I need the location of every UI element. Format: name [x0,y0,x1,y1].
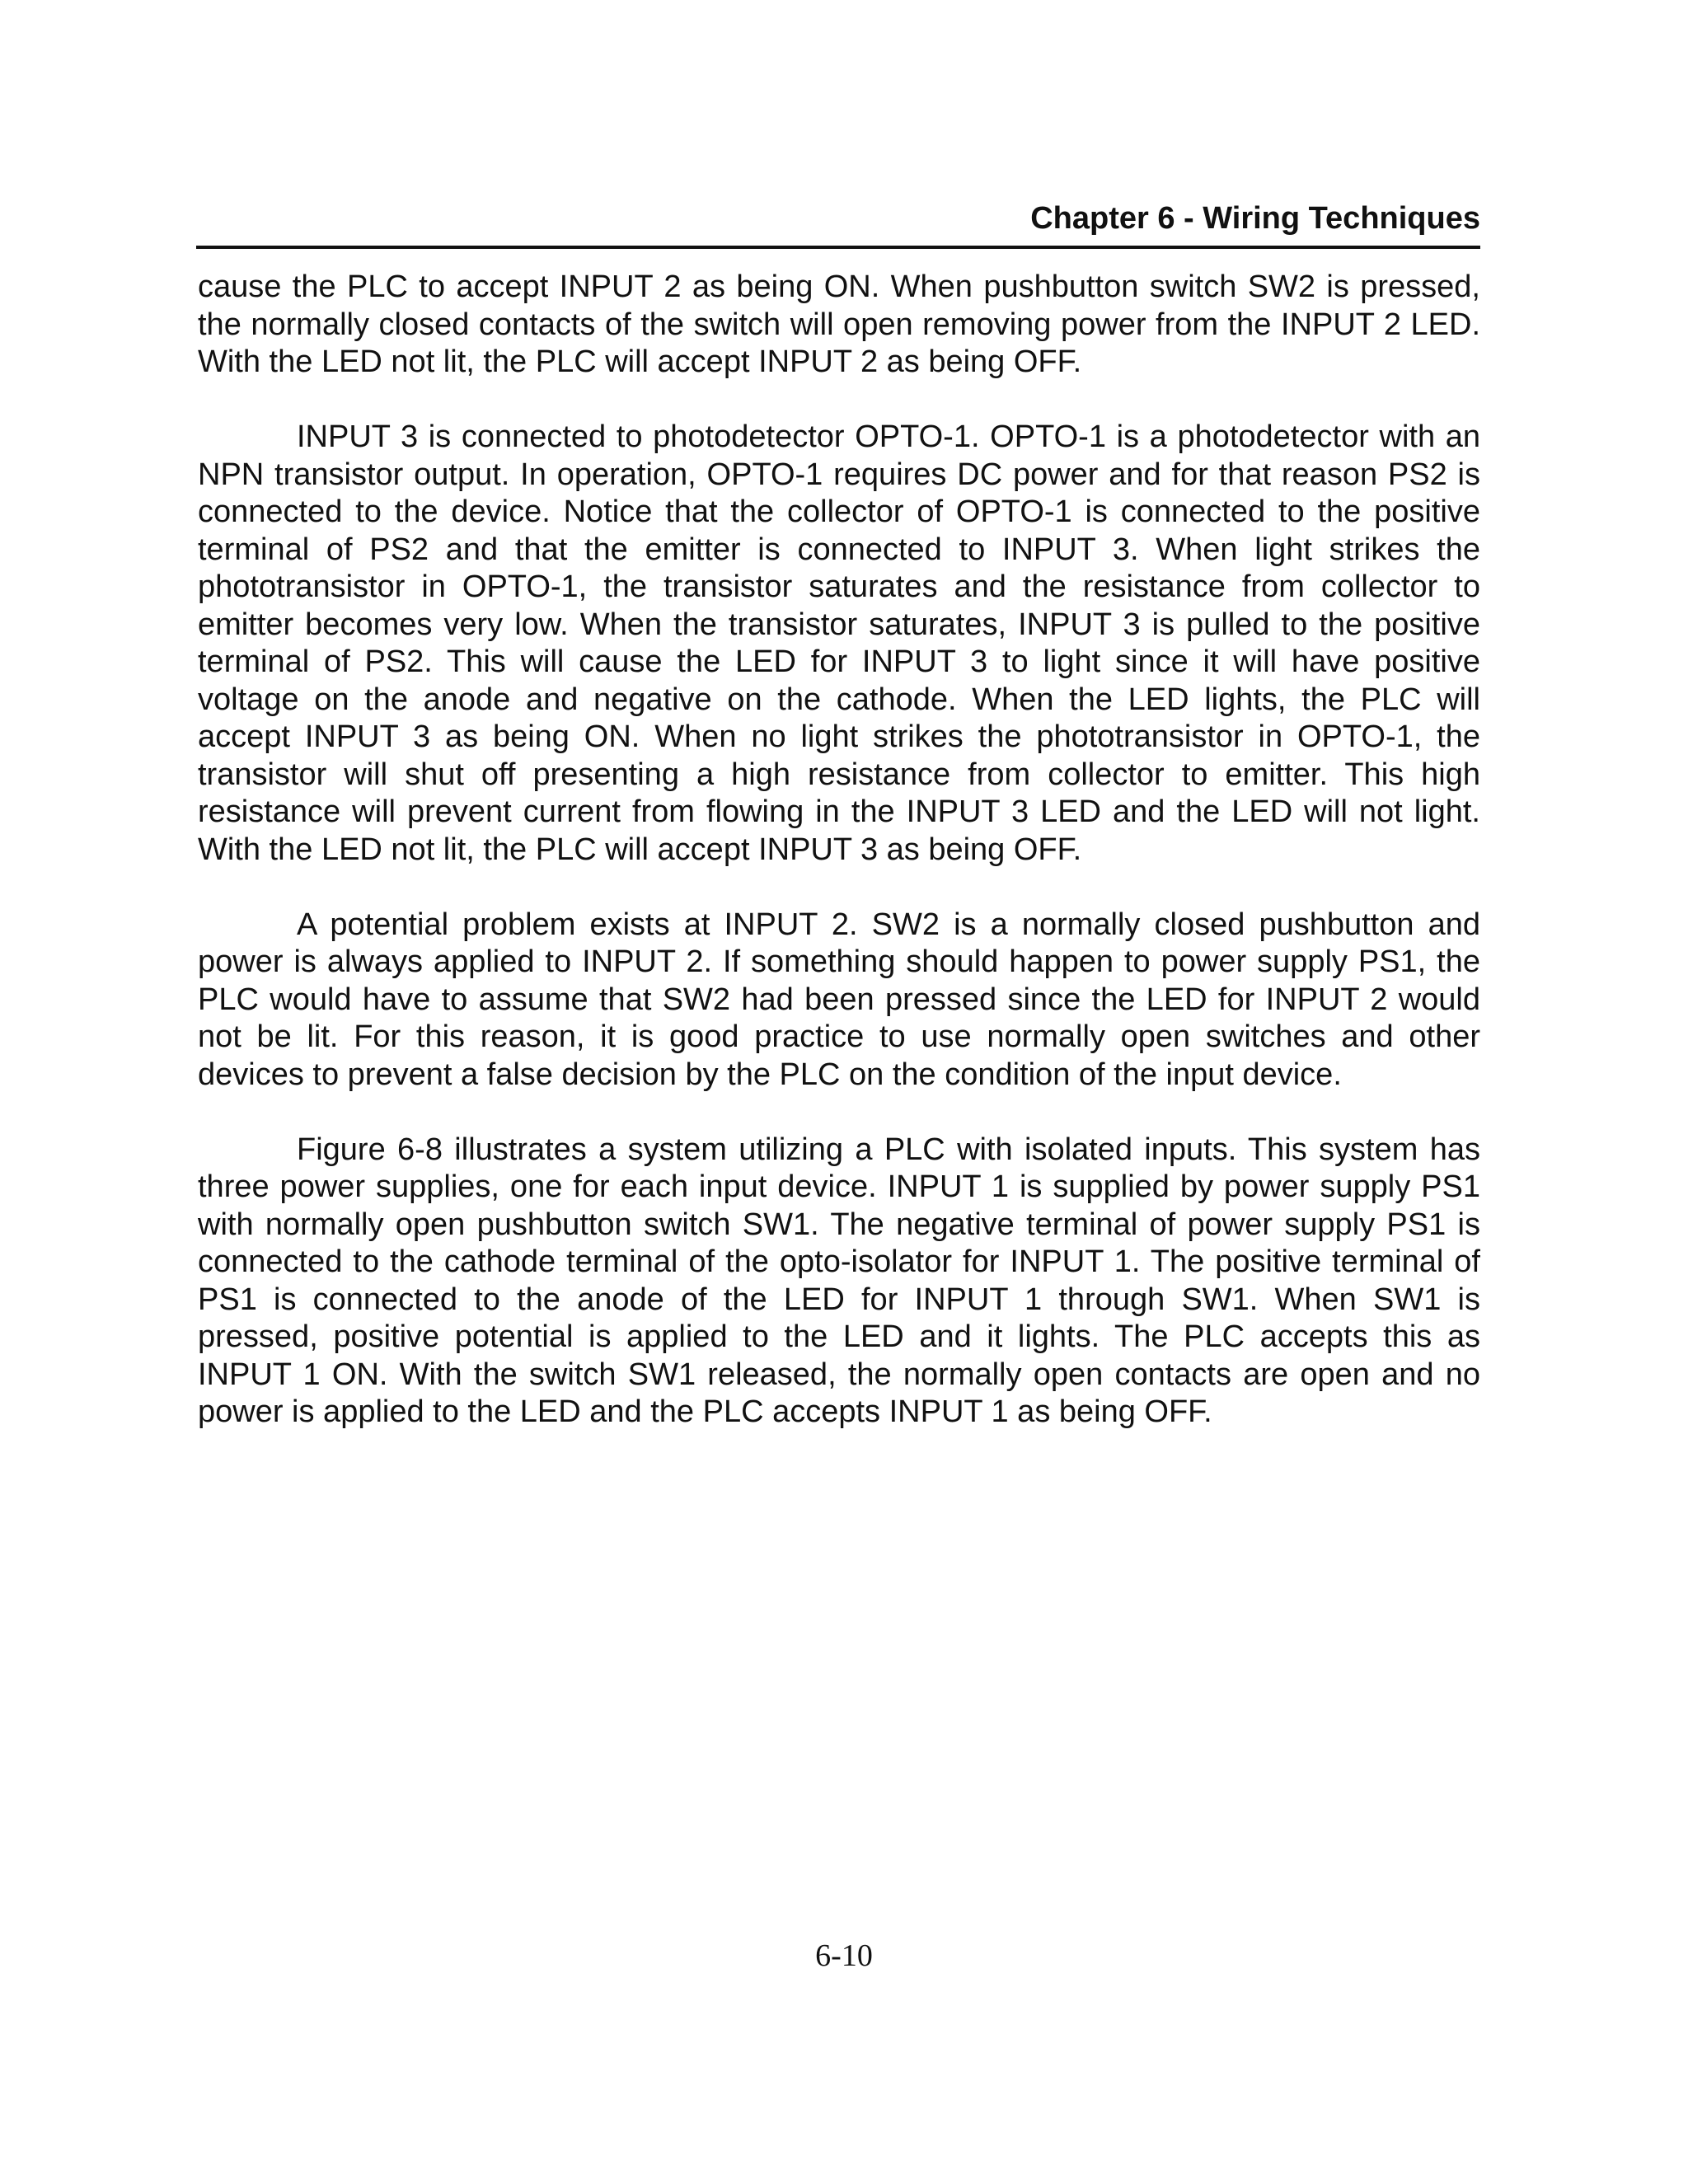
chapter-title: Chapter 6 - Wiring Techniques [1030,201,1480,236]
paragraph-continuation: cause the PLC to accept INPUT 2 as being ON. When pushbutton switch SW2 is pressed, the normally closed contacts of the switch will open removing power from the INPUT 2 LED. With the LED not lit, the PLC will accept INPUT 2 as being OFF. [198,269,1480,379]
page-header [196,196,1480,249]
body-text [198,269,1480,1469]
paragraph-figure-6-8: Figure 6-8 illustrates a system utilizing a PLC with isolated inputs. This system has three power supplies, one for each input device. INPUT 1 is supplied by power supply PS1 with normally open pushbutton switch SW1. The negative terminal of power supply PS1 is connected to the cathode terminal of the opto-isolator for INPUT 1. The positive terminal of PS1 is connected to the anode of the LED for INPUT 1 through SW1. When SW1 is pressed, positive potential is applied to the LED and it lights. The PLC accepts this as INPUT 1 ON. With the switch SW1 released, the normally open contacts are open and no power is applied to the LED and the PLC accepts INPUT 1 as being OFF. [198,1132,1480,1429]
page-number: 6-10 [815,1938,873,1973]
paragraph-potential-problem: A potential problem exists at INPUT 2. SW2 is a normally closed pushbutton and power is always applied to INPUT 2. If something should happen to power supply PS1, the PLC would have to assume that SW2 had been pressed since the LED for INPUT 2 would not be lit. For this reason, it is good practice to use normally open switches and other devices to prevent a false decision by the PLC on the condition of the input device. [198,907,1480,1092]
paragraph-input-3: INPUT 3 is connected to photodetector OPTO-1. OPTO-1 is a photodetector with an NPN transistor output. In operation, OPTO-1 requires DC power and for that reason PS2 is connected to the device. Notice that the collector of OPTO-1 is connected to the positive terminal of PS2 and that the emitter is connected to INPUT 3. When light strikes the phototransistor in OPTO-1, the transistor saturates and the resistance from collector to emitter becomes very low. When the transistor saturates, INPUT 3 is pulled to the positive terminal of PS2. This will cause the LED for INPUT 3 to light since it will have positive voltage on the anode and negative on the cathode. When the LED lights, the PLC will accept INPUT 3 as being ON. When no light strikes the phototransistor in OPTO-1, the transistor will shut off presenting a high resistance from collector to emitter. This high resistance will prevent current from flowing in the INPUT 3 LED and the LED will not light. With the LED not lit, the PLC will accept INPUT 3 as being OFF. [198,419,1480,867]
